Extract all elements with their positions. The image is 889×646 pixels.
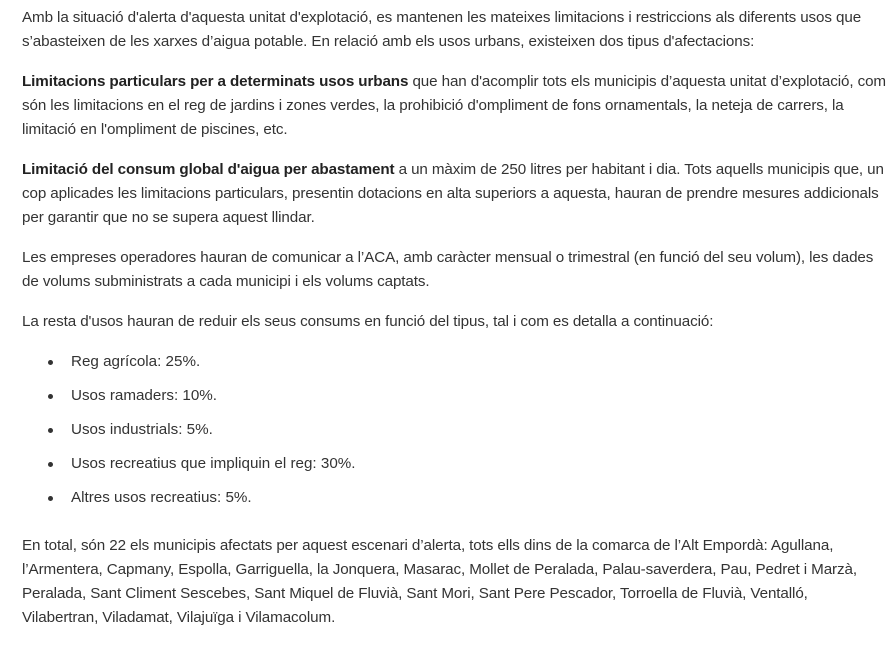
bullet-icon xyxy=(48,428,53,433)
limitacions-heading: Limitacions particulars per a determinats usos urbans xyxy=(22,73,409,90)
resta-paragraph: La resta d'usos hauran de reduir els seus consums en funció del tipus, tal i com es detalla a continuació: xyxy=(22,313,714,330)
limitacions-paragraph xyxy=(22,70,888,142)
bullet-icon xyxy=(48,496,53,501)
consum-paragraph xyxy=(22,158,888,230)
list-item-text: Usos industrials: 5%. xyxy=(71,421,213,438)
limitacions-text: que han d'acomplir tots els municipis d’aquesta unitat d’explotació, com són les limitacions en el reg de jardins i zones verdes, la prohibició d'ompliment de fons ornamentals, la neteja de carrers, la limitació en l'ompliment de piscines, etc. xyxy=(22,73,886,138)
list-item xyxy=(48,452,888,476)
empreses-paragraph: Les empreses operadores hauran de comunicar a l’ACA, amb caràcter mensual o trimestral (en funció del seu volum), les dades de volums subministrats a cada municipi i els volums captats. xyxy=(22,249,874,290)
consum-heading: Limitació del consum global d'aigua per abastament xyxy=(22,161,395,178)
list-item xyxy=(48,350,888,374)
total-paragraph: En total, són 22 els municipis afectats per aquest escenari d’alerta, tots ells dins de la comarca de l’Alt Empordà: Agullana, l’Armentera, Capmany, Espolla, Garriguella, la Jonquera, Masarac, Mollet de Peralada, Palau-saverdera, Pau, Pedret i Marzà, Peralada, Sant Climent Sescebes, Sant Miquel de Fluvià, Sant Mori, Sant Pere Pescador, Torroella de Fluvià, Ventalló, Vilabertran, Viladamat, Vilajuïga i Vilamacolum. xyxy=(22,537,857,626)
intro-paragraph: Amb la situació d'alerta d'aquesta unitat d'explotació, es mantenen les mateixes limitacions i restriccions als diferents usos que s’abasteixen de les xarxes d’aigua potable. En relació amb els usos urbans, existeixen dos tipus d'afectacions: xyxy=(22,9,862,50)
bullet-icon xyxy=(48,360,53,365)
list-item xyxy=(48,418,888,442)
article-body xyxy=(22,6,888,646)
bullet-icon xyxy=(48,462,53,467)
list-item-text: Usos recreatius que impliquin el reg: 30%. xyxy=(71,455,356,472)
bullet-icon xyxy=(48,394,53,399)
reduction-list xyxy=(22,350,888,510)
list-item-text: Usos ramaders: 10%. xyxy=(71,387,218,404)
list-item-text: Reg agrícola: 25%. xyxy=(71,353,201,370)
consum-text: a un màxim de 250 litres per habitant i dia. Tots aquells municipis que, un cop aplicades les limitacions particulars, presentin dotacions en alta superiors a aquesta, hauran de prendre mesures addicionals per garantir que no se supera aquest llindar. xyxy=(22,161,884,226)
list-item xyxy=(48,486,888,510)
list-item xyxy=(48,384,888,408)
list-item-text: Altres usos recreatius: 5%. xyxy=(71,489,252,506)
